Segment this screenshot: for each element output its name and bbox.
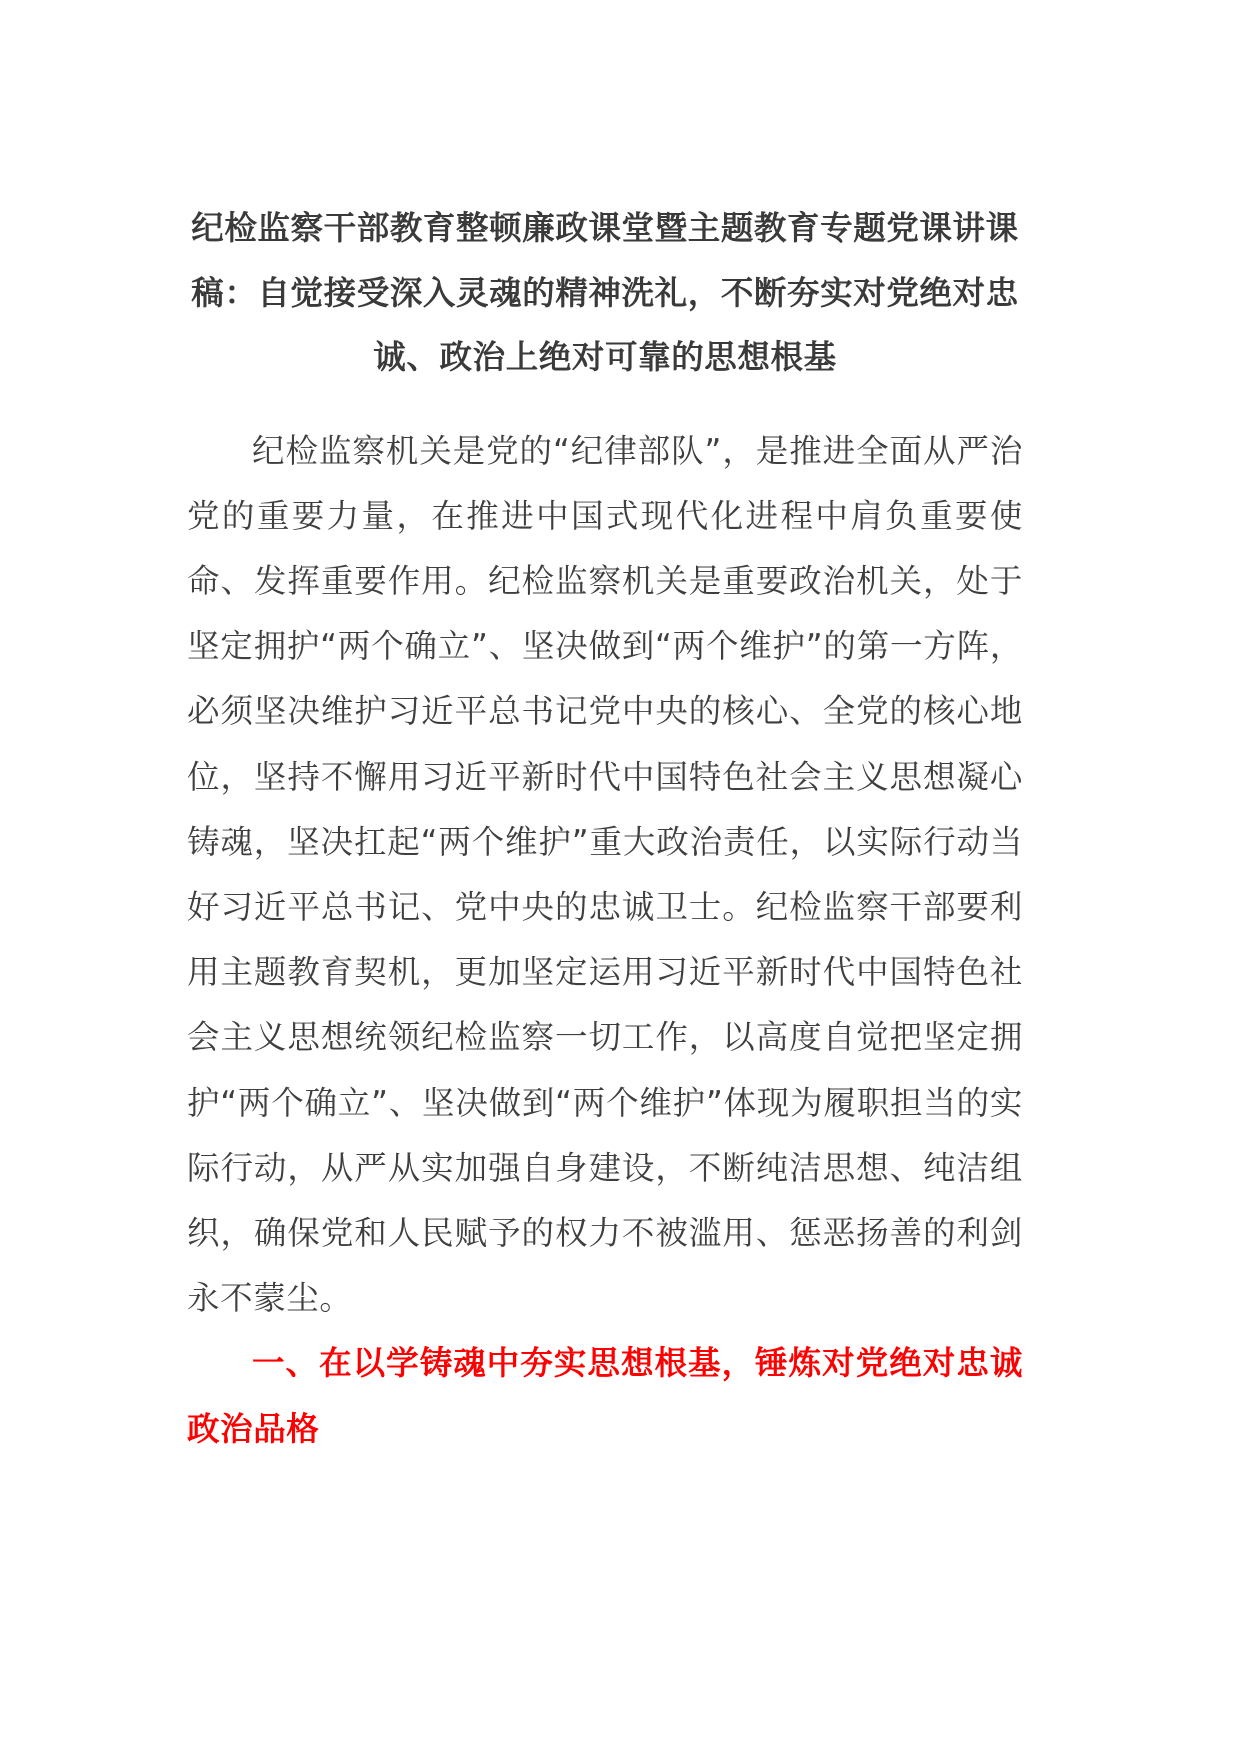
section-heading: 一、在以学铸魂中夯实思想根基，锤炼对党绝对忠诚政治品格 <box>187 1344 1023 1448</box>
document-title: 纪检监察干部教育整顿廉政课堂暨主题教育专题党课讲课稿：自觉接受深入灵魂的精神洗礼，不断夯实对党绝对忠诚、政治上绝对可靠的思想根基 <box>191 209 1019 376</box>
body-paragraph: 纪检监察机关是党的“纪律部队”，是推进全面从严治党的重要力量，在推进中国式现代化进程中肩负重要使命、发挥重要作用。纪检监察机关是重要政治机关，处于坚定拥护“两个确立”、坚决做到“两个维护”的第一方阵，必须坚决维护习近平总书记党中央的核心、全党的核心地位，坚持不懈用习近平新时代中国特色社会主义思想凝心铸魂，坚决扛起“两个维护”重大政治责任，以实际行动当好习近平总书记、党中央的忠诚卫士。纪检监察干部要利用主题教育契机，更加坚定运用习近平新时代中国特色社会主义思想统领纪检监察一切工作，以高度自觉把坚定拥护“两个确立”、坚决做到“两个维护”体现为履职担当的实际行动，从严从实加强自身建设，不断纯洁思想、纯洁组织，确保党和人民赋予的权力不被滥用、惩恶扬善的利剑永不蒙尘。 <box>187 431 1023 1318</box>
document-page <box>187 196 1023 1462</box>
